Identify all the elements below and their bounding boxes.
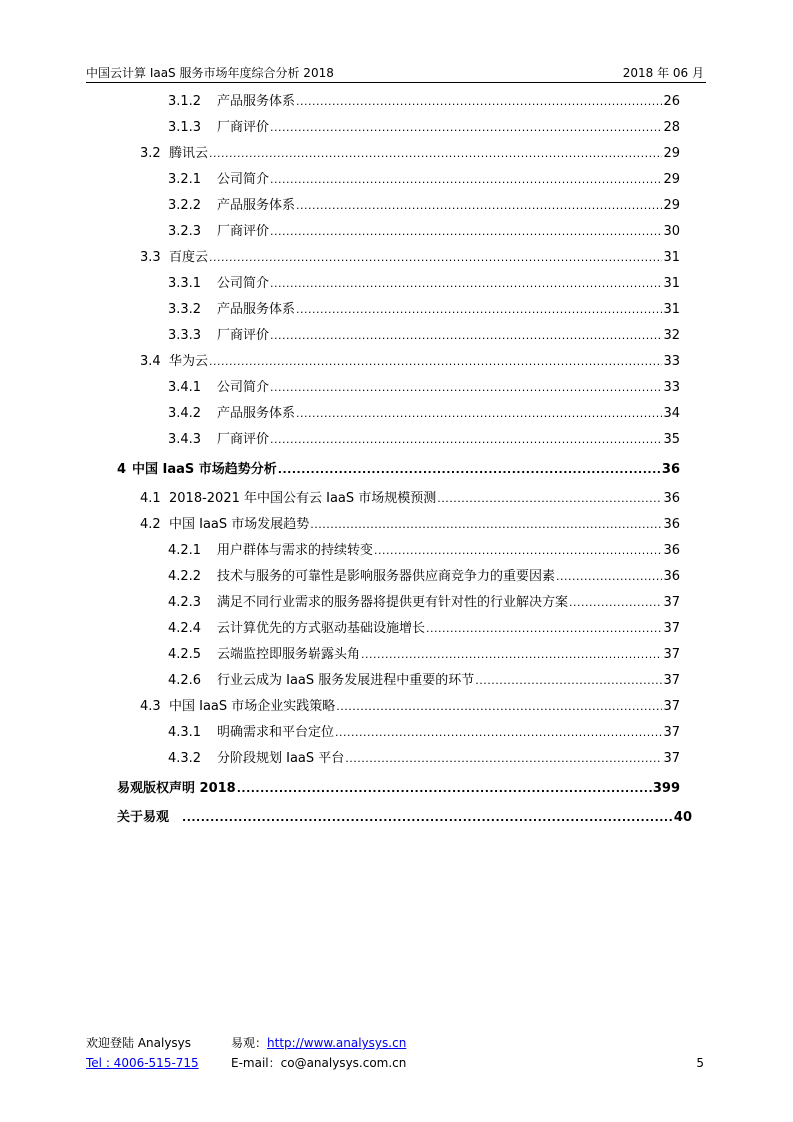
toc-entry-4-3[interactable]: 4.3 中国 IaaS 市场企业实践策略 ..... 37 [140, 698, 680, 716]
toc-entry-4-2-6[interactable]: 4.2.6 行业云成为 IaaS 服务发展进程中重要的环节 ..... 37 [168, 672, 680, 690]
footer-site-link[interactable]: http://www.analysys.cn [267, 1036, 407, 1050]
toc-entry-3-3-1[interactable]: 3.3.1 公司简介 ..... 31 [168, 275, 680, 293]
toc-entry-3-2[interactable]: 3.2 腾讯云 ..... 29 [140, 145, 680, 163]
toc-entry-3-3[interactable]: 3.3 百度云 ..... 31 [140, 249, 680, 267]
footer-tel-link[interactable]: Tel : 4006-515-715 [86, 1056, 199, 1070]
footer-email: E-mail：co@analysys.com.cn [231, 1056, 407, 1070]
toc-entry-3-1-2[interactable]: 3.1.2 产品服务体系 ..... 26 [168, 93, 680, 111]
toc-entry-3-2-3[interactable]: 3.2.3 厂商评价 ..... 30 [168, 223, 680, 241]
header-title: 中国云计算 IaaS 服务市场年度综合分析 2018 [86, 66, 334, 80]
toc-entry-4-2-2[interactable]: 4.2.2 技术与服务的可靠性是影响服务器供应商竞争力的重要因素 ..... 36 [168, 568, 680, 586]
toc-entry-about[interactable]: 关于易观 ..... 40 [117, 809, 692, 827]
header-date: 2018 年 06 月 [622, 66, 704, 80]
page-number: 5 [696, 1056, 704, 1070]
footer-site-label: 易观： [231, 1036, 268, 1050]
toc-entry-3-3-3[interactable]: 3.3.3 厂商评价 ..... 32 [168, 327, 680, 345]
toc-entry-3-1-3[interactable]: 3.1.3 厂商评价 ..... 28 [168, 119, 680, 137]
toc-entry-4-3-2[interactable]: 4.3.2 分阶段规划 IaaS 平台 ..... 37 [168, 750, 680, 768]
toc-entry-4-2-3[interactable]: 4.2.3 满足不同行业需求的服务器将提供更有针对性的行业解决方案 ..... 37 [168, 594, 680, 612]
footer-site [231, 1034, 406, 1052]
toc-entry-copyright[interactable]: 易观版权声明 2018 ..... 399 [117, 780, 680, 798]
footer-welcome: 欢迎登陆 Analysys [86, 1036, 192, 1050]
toc-entry-4-2-5[interactable]: 4.2.5 云端监控即服务崭露头角 ..... 37 [168, 646, 680, 664]
toc-entry-3-3-2[interactable]: 3.3.2 产品服务体系 ..... 31 [168, 301, 680, 319]
toc-entry-4-1[interactable]: 4.1 2018-2021 年中国公有云 IaaS 市场规模预测 ..... 36 [140, 490, 680, 508]
toc-entry-4-3-1[interactable]: 4.3.1 明确需求和平台定位 ..... 37 [168, 724, 680, 742]
toc-entry-3-2-1[interactable]: 3.2.1 公司简介 ..... 29 [168, 171, 680, 189]
toc-entry-chapter-4[interactable]: 4 中国 IaaS 市场趋势分析 ..... 36 [117, 461, 680, 479]
toc-entry-4-2-4[interactable]: 4.2.4 云计算优先的方式驱动基础设施增长 ..... 37 [168, 620, 680, 638]
toc-entry-3-4-3[interactable]: 3.4.3 厂商评价 ..... 35 [168, 431, 680, 449]
page-header [86, 64, 706, 83]
toc-entry-3-4[interactable]: 3.4 华为云 ..... 33 [140, 353, 680, 371]
toc-entry-4-2[interactable]: 4.2 中国 IaaS 市场发展趋势 ..... 36 [140, 516, 680, 534]
toc-entry-3-2-2[interactable]: 3.2.2 产品服务体系 ..... 29 [168, 197, 680, 215]
toc-entry-3-4-2[interactable]: 3.4.2 产品服务体系 ..... 34 [168, 405, 680, 423]
toc-entry-3-4-1[interactable]: 3.4.1 公司简介 ..... 33 [168, 379, 680, 397]
toc-entry-4-2-1[interactable]: 4.2.1 用户群体与需求的持续转变 ..... 36 [168, 542, 680, 560]
